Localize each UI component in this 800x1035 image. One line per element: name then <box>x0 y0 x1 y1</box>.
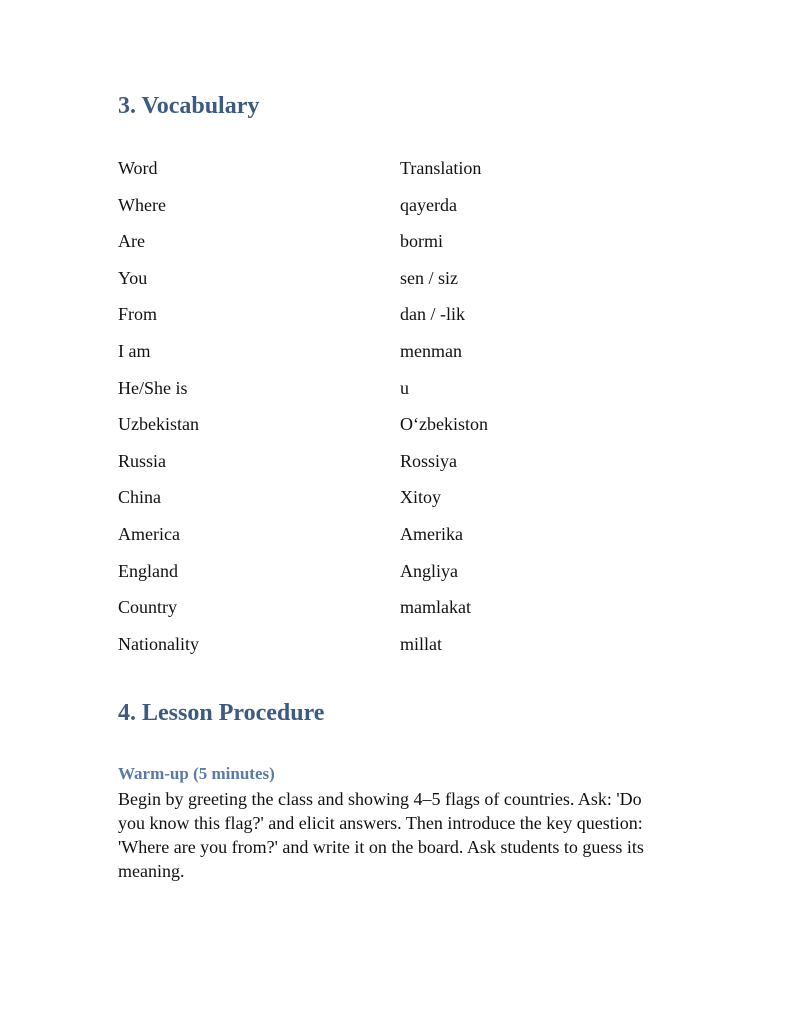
column-header-word: Word <box>118 158 158 178</box>
word-cell: Uzbekistan <box>118 414 199 435</box>
translation-cell: mamlakat <box>400 597 471 618</box>
table-row <box>118 412 678 449</box>
translation-cell: bormi <box>400 231 443 252</box>
word-cell: Are <box>118 231 145 252</box>
translation-cell: qayerda <box>400 194 457 215</box>
warm-up-paragraph: Begin by greeting the class and showing 4–5 flags of countries. Ask: 'Do you know this flag?' and elicit answers. Then introduce the key question: 'Where are you from?' and write it on the board. Ask students to guess its meaning. <box>118 789 644 881</box>
table-row <box>118 266 678 303</box>
table-row <box>118 376 678 413</box>
word-cell: You <box>118 267 148 288</box>
table-row <box>118 302 678 339</box>
word-cell: Where <box>118 194 166 215</box>
translation-cell: u <box>400 377 409 398</box>
vocabulary-table-header <box>118 156 678 193</box>
table-row <box>118 522 678 559</box>
translation-cell: Angliya <box>400 560 458 581</box>
translation-cell: Xitoy <box>400 487 442 508</box>
word-cell: Russia <box>118 450 167 471</box>
table-row <box>118 595 678 632</box>
translation-cell: O‘zbekiston <box>400 414 488 435</box>
translation-cell: millat <box>400 633 442 654</box>
table-row <box>118 449 678 486</box>
translation-cell: Rossiya <box>400 450 458 471</box>
translation-cell: dan / -lik <box>400 304 465 325</box>
table-row <box>118 632 678 669</box>
translation-cell: Amerika <box>400 523 463 544</box>
table-row <box>118 559 678 596</box>
translation-cell: sen / siz <box>400 267 458 288</box>
table-row <box>118 193 678 230</box>
translation-cell: menman <box>400 340 462 361</box>
word-cell: China <box>118 487 161 508</box>
vocabulary-table <box>118 156 678 668</box>
word-cell: From <box>118 304 158 325</box>
word-cell: He/She is <box>118 377 188 398</box>
table-row <box>118 339 678 376</box>
word-cell: I am <box>118 340 151 361</box>
table-row <box>118 229 678 266</box>
section-heading-vocabulary: 3. Vocabulary <box>118 93 260 119</box>
section-heading-lesson-procedure: 4. Lesson Procedure <box>118 700 325 726</box>
subheading-warm-up: Warm-up (5 minutes) <box>118 764 275 783</box>
word-cell: England <box>118 560 178 581</box>
column-header-translation: Translation <box>400 158 482 178</box>
word-cell: Country <box>118 597 178 618</box>
word-cell: America <box>118 523 180 544</box>
word-cell: Nationality <box>118 633 199 654</box>
table-row <box>118 485 678 522</box>
